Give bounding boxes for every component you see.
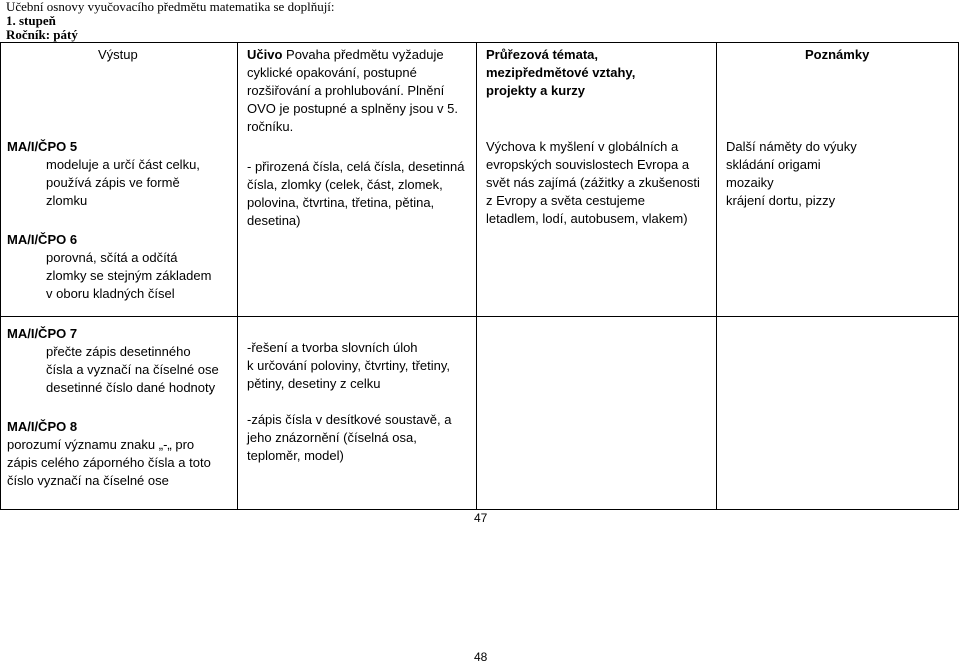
table-border-bottom — [0, 509, 959, 510]
page-number: 47 — [474, 511, 488, 525]
row-divider — [0, 316, 959, 317]
header-vystup: Výstup — [98, 47, 138, 62]
table-border-left — [0, 42, 1, 510]
document-heading: Učební osnovy vyučovacího předmětu matematika se doplňují: — [6, 0, 335, 14]
table-border-top — [0, 42, 959, 43]
column-divider — [476, 42, 477, 510]
column-divider — [237, 42, 238, 510]
header-poznamky: Poznámky — [805, 47, 870, 62]
school-year: Ročník: pátý — [6, 27, 78, 42]
page-number: 48 — [474, 650, 488, 664]
header-ucivo-label: Učivo — [247, 47, 283, 62]
header-ucivo-text: Povaha předmětu vyžaduje — [282, 47, 444, 62]
grade-level: 1. stupeň — [6, 13, 56, 28]
column-divider — [716, 42, 717, 510]
